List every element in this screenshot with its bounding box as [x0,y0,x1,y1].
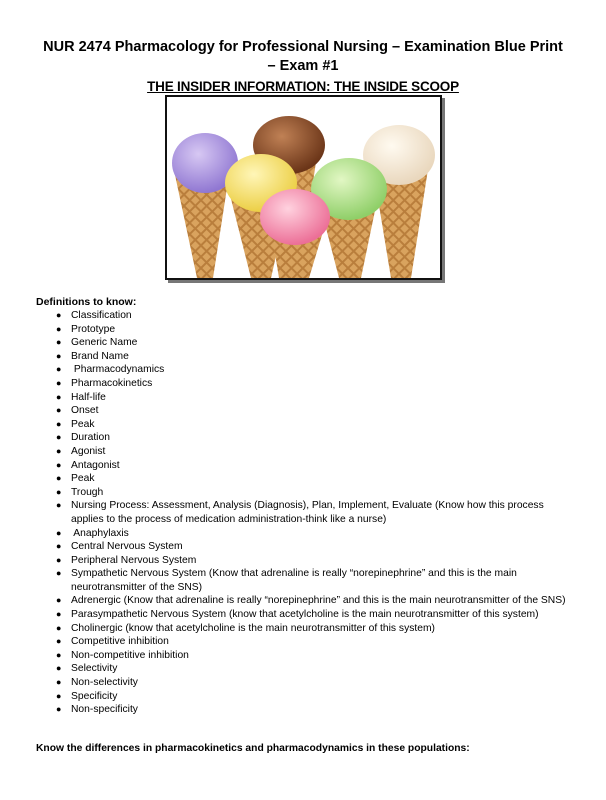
bullet-icon: ● [56,459,62,470]
list-item: ● Agonist [56,445,106,457]
bullet-icon: ● [56,595,62,606]
list-item: ● Pharmacodynamics [56,364,165,376]
bullet-icon: ● [56,391,62,402]
bullet-icon: ● [56,554,62,565]
list-item: ● Sympathetic Nervous System (Know that adrenaline is really “norepinephrine” and this is the main neurotransmitter of the SNS) [56,568,517,593]
bullet-icon: ● [56,445,62,456]
bullet-icon: ● [56,337,62,348]
list-item: ● Central Nervous System [56,541,183,553]
bullet-icon: ● [56,377,62,388]
bullet-icon: ● [56,310,62,320]
bullet-icon: ● [56,486,62,497]
list-item: ● Half-life [56,391,106,403]
bullet-icon: ● [56,704,62,715]
bullet-icon: ● [56,418,62,429]
bullet-icon: ● [56,663,62,674]
bullet-icon: ● [56,622,62,633]
bullet-icon: ● [56,649,62,660]
list-item: ● Trough [56,486,104,498]
list-item: ● Non-selectivity [56,677,138,689]
definitions-list [0,309,606,717]
list-item: ● Parasympathetic Nervous System (know that acetylcholine is the main neurotransmitter of this system) [56,609,539,621]
list-item: ● Non-competitive inhibition [56,649,189,661]
list-item: ● Classification [56,310,132,321]
list-item: ● Onset [56,405,99,417]
list-item: ● Peak [56,418,95,430]
bullet-icon: ● [56,500,62,511]
bullet-icon: ● [56,350,62,361]
list-item: ● Selectivity [56,663,118,675]
bullet-icon: ● [56,568,62,579]
bullet-icon: ● [56,364,62,375]
list-item: ● Cholinergic (know that acetylcholine is the main neurotransmitter of this system) [56,622,435,634]
bullet-icon: ● [56,609,62,620]
document-subtitle: THE INSIDER INFORMATION: THE INSIDE SCOOP [147,79,459,94]
bullet-icon: ● [56,677,62,688]
list-item: ● Peak [56,473,95,485]
list-item: ● Competitive inhibition [56,636,169,648]
list-item: ● Duration [56,432,110,444]
ice-cream-image [165,95,442,280]
bullet-icon: ● [56,473,62,484]
bullet-icon: ● [56,405,62,416]
bullet-icon: ● [56,323,62,334]
document-title: NUR 2474 Pharmacology for Professional Nursing – Examination Blue Print – Exam #1 [43,39,563,74]
bullet-icon: ● [56,541,62,552]
list-item: ● Prototype [56,323,116,335]
populations-heading: Know the differences in pharmacokinetics and pharmacodynamics in these populations: [36,743,470,754]
list-item: ● Adrenergic (Know that adrenaline is really “norepinephrine” and this is the main neurotransmitter of the SNS) [56,595,566,607]
list-item: ● Pharmacokinetics [56,377,153,389]
definitions-heading: Definitions to know: [36,296,137,308]
bullet-icon: ● [56,690,62,701]
list-item: ● Specificity [56,690,118,702]
list-item: ● Nursing Process: Assessment, Analysis (Diagnosis), Plan, Implement, Evaluate (Know how this process applies to the process of medication administration-think like a nurse) [56,500,544,525]
list-item: ● Brand Name [56,350,129,362]
list-item: ● Antagonist [56,459,120,471]
ice-cream-cones-icon [167,97,440,278]
list-item: ● Anaphylaxis [56,527,129,539]
list-item: ● Non-specificity [56,704,138,716]
bullet-icon: ● [56,432,62,443]
list-item: ● Generic Name [56,337,138,349]
bullet-icon: ● [56,527,62,538]
bullet-icon: ● [56,636,62,647]
list-item: ● Peripheral Nervous System [56,554,197,566]
